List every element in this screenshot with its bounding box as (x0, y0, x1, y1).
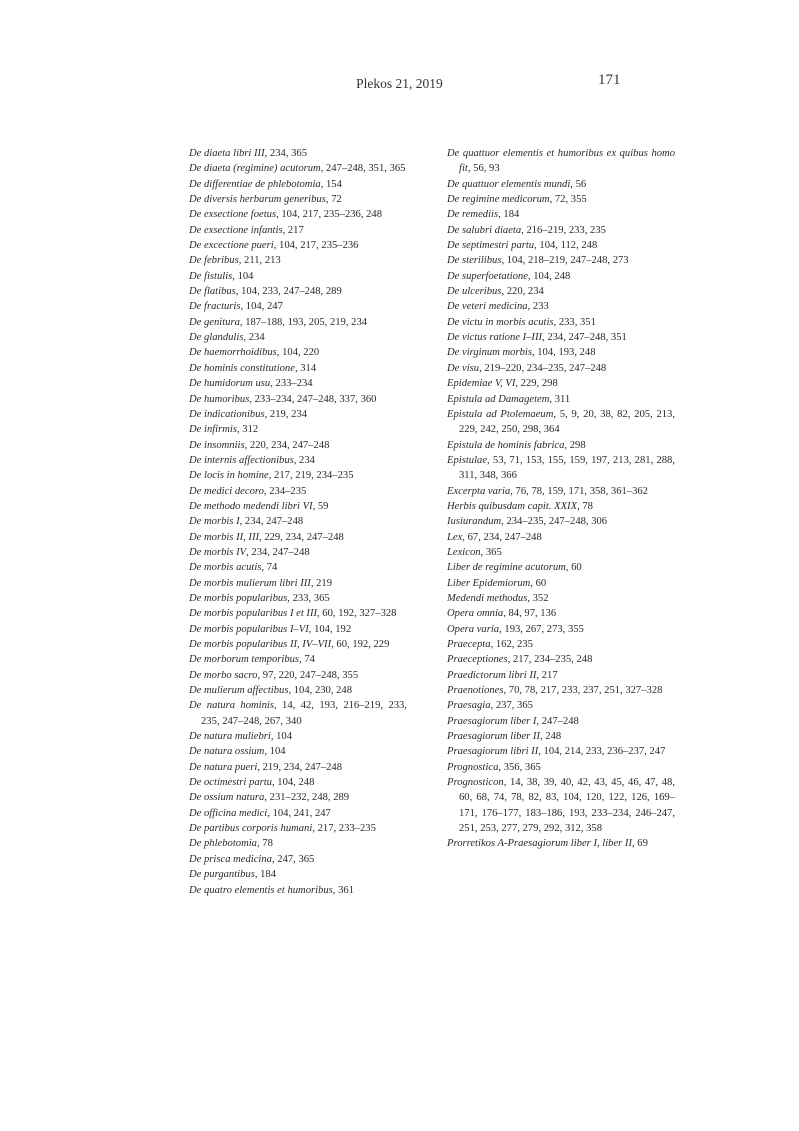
entry-title: Liber Epidemiorum (447, 577, 531, 589)
entry-pages: , 247, 365 (271, 853, 315, 865)
entry-title: Epidemiae V, VI (447, 378, 516, 390)
entry-pages: , 184 (498, 209, 520, 221)
entry-pages: , 104, 248 (271, 777, 315, 789)
entry-title: De natura pueri (189, 761, 258, 773)
index-entry (447, 361, 675, 376)
index-entry (189, 238, 407, 253)
index-entry (189, 284, 407, 299)
index-entry (447, 683, 675, 698)
entry-pages: , 104, 220 (276, 347, 320, 359)
index-entry (189, 560, 407, 575)
index-entry (447, 576, 675, 591)
entry-pages: , 361 (332, 884, 354, 896)
entry-pages: , 234, 247–248, 351 (542, 332, 627, 344)
entry-title: De superfoetatione (447, 270, 528, 282)
entry-pages: , 234 (293, 454, 315, 466)
entry-title: De haemorrhoidibus (189, 347, 277, 359)
entry-title: De humoribus (189, 393, 250, 405)
entry-pages: , 220, 234 (501, 286, 544, 298)
index-entry (189, 468, 407, 483)
entry-pages: , 220, 234, 247–248 (244, 439, 330, 451)
entry-pages: , 247–248, 351, 365 (320, 163, 406, 175)
entry-pages: , 104, 192 (308, 623, 352, 635)
entry-pages: , 74 (261, 562, 278, 574)
index-entry (189, 545, 407, 560)
entry-pages: , 104 (264, 746, 286, 758)
entry-title: De morbis popularibus I et III (189, 608, 317, 620)
entry-pages: , 217, 233–235 (312, 823, 376, 835)
entry-pages: , 70, 78, 217, 233, 237, 251, 327–328 (503, 685, 663, 697)
entry-pages: , 233–234 (270, 378, 313, 390)
entry-title: De humidorum usu (189, 378, 271, 390)
entry-title: Lex (447, 531, 463, 543)
entry-pages: , 237, 365 (490, 700, 533, 712)
entry-title: Prognosticon (447, 777, 504, 789)
entry-title: Liber de regimine acutorum (447, 562, 566, 574)
index-entry (447, 238, 675, 253)
entry-pages: , 233 (527, 301, 549, 313)
index-entry (189, 438, 407, 453)
index-entry (447, 330, 675, 345)
index-entry (447, 177, 675, 192)
entry-pages: , 219, 234, 247–248 (257, 761, 343, 773)
entry-pages: , 60 (565, 562, 582, 574)
running-head: Plekos 21, 2019 (356, 76, 443, 91)
entry-title: Prorretikos A-Praesagiorum liber I, liber II (447, 838, 632, 850)
index-entry (189, 376, 407, 391)
entry-pages: , 67, 234, 247–248 (462, 531, 542, 543)
entry-title: De morbis popularibus (189, 592, 288, 604)
entry-title: Praenotiones (447, 685, 504, 697)
entry-pages: , 217, 234–235, 248 (507, 654, 593, 666)
entry-title: De differentiae de phlebotomia (189, 178, 321, 190)
index-entry (447, 714, 675, 729)
entry-title: Excerpta varia (447, 485, 511, 497)
index-entry (447, 376, 675, 391)
index-left-column (189, 146, 407, 898)
entry-pages: , 104, 247 (240, 301, 283, 313)
entry-pages: , 60, 192, 327–328 (317, 608, 397, 620)
entry-title: De medici decoro (189, 485, 264, 497)
index-entry (189, 852, 407, 867)
entry-pages: , 104, 217, 235–236 (273, 240, 359, 252)
index-entry (189, 867, 407, 882)
entry-pages: , 234–235 (263, 485, 307, 497)
index-entry (189, 453, 407, 468)
entry-title: De ossium natura (189, 792, 265, 804)
entry-title: De hominis constitutione (189, 362, 295, 374)
index-entry (189, 514, 407, 529)
entry-pages: , 234–235, 247–248, 306 (501, 516, 608, 528)
index-entry (189, 591, 407, 606)
entry-pages: , 312 (236, 424, 259, 436)
index-entry (447, 622, 675, 637)
entry-title: De diaeta (regimine) acutorum (189, 163, 321, 175)
index-entry (189, 530, 407, 545)
entry-title: De partibus corporis humani (189, 823, 313, 835)
entry-title: Epistulae (447, 454, 488, 466)
entry-pages: , 59 (312, 500, 329, 512)
entry-pages: , 217 (536, 669, 558, 681)
entry-pages: , 97, 220, 247–248, 355 (257, 669, 359, 681)
index-entry (189, 422, 407, 437)
entry-title: De phlebotomia (189, 838, 257, 850)
index-entry (189, 345, 407, 360)
index-entry (189, 207, 407, 222)
index-entry (447, 223, 675, 238)
entry-pages: , 219 (310, 577, 333, 589)
index-entry (447, 484, 675, 499)
entry-pages: , 184 (254, 869, 277, 881)
index-entry (189, 330, 407, 345)
index-entry (447, 729, 675, 744)
entry-title: Opera varia (447, 623, 500, 635)
entry-title: De quattuor elementis mundi (447, 178, 571, 190)
index-entry (447, 591, 675, 606)
entry-pages: , 311 (549, 393, 571, 405)
index-entry (447, 192, 675, 207)
index-entry (189, 698, 407, 729)
page-number: 171 (598, 72, 621, 88)
entry-pages: , 78 (577, 500, 593, 512)
entry-title: De mulierum affectibus (189, 685, 289, 697)
entry-title: De morbis IV (189, 546, 247, 558)
index-entry (189, 315, 407, 330)
entry-title: De remediis (447, 209, 499, 221)
entry-pages: , 211, 213 (238, 255, 281, 267)
entry-pages: , 298 (564, 439, 586, 451)
entry-title: De genitura (189, 316, 240, 328)
entry-title: De internis affectionibus (189, 454, 294, 466)
index-entry (447, 453, 675, 484)
index-entry (189, 883, 407, 898)
entry-pages: , 104, 193, 248 (531, 347, 596, 359)
index-entry (189, 407, 407, 422)
index-entry (447, 744, 675, 759)
entry-title: De methodo medendi libri VI (189, 500, 313, 512)
entry-pages: , 219, 234 (264, 408, 307, 420)
index-entry (189, 299, 407, 314)
index-entry (189, 499, 407, 514)
entry-pages: , 352 (527, 592, 549, 604)
index-entry (447, 392, 675, 407)
entry-title: De locis in homine (189, 470, 269, 482)
entry-title: Medendi methodus (447, 592, 528, 604)
entry-pages: , 234, 365 (264, 148, 307, 159)
entry-pages: , 233, 351 (553, 316, 596, 328)
index-right-column (447, 146, 675, 852)
entry-title: De morbis popularibus II, IV–VII (189, 639, 332, 650)
index-entry (189, 361, 407, 376)
entry-title: De exsectione infantis (189, 224, 283, 236)
entry-title: De diversis herbarum generibus (189, 194, 326, 206)
entry-pages: , 104, 218–219, 247–248, 273 (501, 255, 629, 267)
entry-title: De flatibus (189, 286, 236, 298)
index-entry (447, 438, 675, 453)
entry-pages: , 231–232, 248, 289 (264, 792, 350, 804)
entry-pages: , 69 (631, 838, 648, 850)
entry-title: Praecepta (447, 639, 491, 650)
entry-title: De natura ossium (189, 746, 265, 758)
entry-title: De excectione pueri (189, 240, 274, 252)
entry-title: De fistulis (189, 270, 233, 282)
index-entry (447, 606, 675, 621)
index-entry (447, 668, 675, 683)
entry-pages: , 56, 93 (467, 163, 500, 175)
entry-pages: , 72 (325, 194, 342, 206)
index-entry (189, 192, 407, 207)
entry-title: Prognostica (447, 761, 499, 773)
index-entry (447, 514, 675, 529)
entry-pages: , 104, 233, 247–248, 289 (235, 286, 342, 298)
index-entry (189, 223, 407, 238)
index-entry (189, 668, 407, 683)
entry-title: De victus ratione I–III (447, 332, 543, 344)
entry-title: Opera omnia (447, 608, 504, 620)
index-entry (447, 760, 675, 775)
entry-title: De morbo sacro (189, 669, 258, 681)
entry-pages: , 314 (294, 362, 317, 374)
entry-title: Lexicon (447, 546, 481, 558)
entry-title: De fracturis (189, 301, 241, 313)
entry-pages: , 104, 217, 235–236, 248 (276, 209, 383, 221)
entry-title: De virginum morbis (447, 347, 532, 359)
index-entry (189, 622, 407, 637)
index-entry (447, 499, 675, 514)
entry-title: Praesagiorum liber II (447, 731, 540, 743)
entry-pages: , 356, 365 (498, 761, 541, 773)
entry-pages: , 365 (480, 546, 502, 558)
index-entry (189, 744, 407, 759)
entry-title: Epistula ad Damagetem (447, 393, 550, 405)
entry-pages: , 233–234, 247–248, 337, 360 (249, 393, 377, 405)
entry-title: De morbis I (189, 516, 240, 528)
index-entry (189, 177, 407, 192)
entry-title: De indicationibus (189, 408, 265, 420)
entry-title: De prisca medicina (189, 853, 272, 865)
entry-pages: , 219–220, 234–235, 247–248 (479, 362, 607, 374)
index-entry (447, 775, 675, 836)
entry-title: Epistula de hominis fabrica (447, 439, 565, 451)
index-entry (447, 315, 675, 330)
entry-title: De octimestri partu (189, 777, 272, 789)
index-entry (189, 484, 407, 499)
index-entry (189, 652, 407, 667)
entry-title: De purgantibus (189, 869, 255, 881)
index-entry (189, 161, 407, 176)
entry-title: Herbis quibusdam capit. XXIX (447, 500, 578, 512)
index-entry (189, 729, 407, 744)
index-entry (189, 790, 407, 805)
entry-title: Epistula ad Ptolemaeum (447, 408, 554, 420)
entry-title: De insomniis (189, 439, 245, 451)
index-entry (447, 698, 675, 713)
index-entry (189, 637, 407, 652)
entry-title: De morborum temporibus (189, 654, 300, 666)
index-entry (447, 836, 675, 851)
index-entry (447, 146, 675, 177)
entry-title: De regimine medicorum (447, 194, 550, 206)
entry-pages: , 104 (270, 731, 292, 743)
entry-pages: , 216–219, 233, 235 (521, 224, 606, 236)
index-entry (447, 345, 675, 360)
entry-title: Praeceptiones (447, 654, 508, 666)
entry-pages: , 60, 192, 229 (331, 639, 390, 650)
entry-pages: , 5, 9, 20, 38, 82, 205, 213, 229, 242, 250, 298, 364 (459, 408, 675, 436)
entry-pages: , 78 (256, 838, 273, 850)
entry-pages: , 74 (299, 654, 315, 666)
index-entry (189, 836, 407, 851)
entry-pages: , 14, 42, 193, 216–219, 233, 235, 247–248, 267, 340 (201, 700, 407, 727)
entry-pages: , 104, 112, 248 (534, 240, 598, 252)
entry-title: Praesagiorum liber I (447, 715, 537, 727)
entry-title: De infirmis (189, 424, 237, 436)
entry-pages: , 14, 38, 39, 40, 42, 43, 45, 46, 47, 48, 60, 68, 74, 78, 82, 83, 104, 120, 122, 126, 169–171, 176–177, 183–186, 193, 233–234, 246–247, 251, 253, 277, 279, 292, 312, 358 (459, 777, 675, 835)
entry-title: De morbis popularibus I–VI (189, 623, 309, 635)
entry-pages: , 104 (232, 270, 254, 282)
index-entry (447, 284, 675, 299)
entry-title: Praesagia (447, 700, 491, 712)
index-entry (447, 560, 675, 575)
entry-title: Praesagiorum libri II (447, 746, 539, 758)
entry-title: De exsectione foetus (189, 209, 277, 221)
entry-pages: , 248 (539, 731, 562, 743)
entry-pages: , 247–248 (536, 715, 579, 727)
index-entry (447, 545, 675, 560)
index-entry (447, 299, 675, 314)
entry-pages: , 104, 230, 248 (288, 685, 353, 697)
entry-title: De ulceribus (447, 286, 502, 298)
entry-pages: , 104, 214, 233, 236–237, 247 (538, 746, 666, 758)
entry-title: De glandulis (189, 332, 244, 344)
index-entry (189, 576, 407, 591)
entry-title: De quattuor elementis et humoribus ex quibus homo fit (447, 148, 675, 175)
entry-title: De septimestri partu (447, 240, 535, 252)
index-entry (189, 392, 407, 407)
index-entry (189, 606, 407, 621)
entry-title: De febribus (189, 255, 239, 267)
entry-pages: , 217, 219, 234–235 (268, 470, 354, 482)
entry-pages: , 229, 234, 247–248 (259, 531, 344, 543)
entry-title: De morbis II, III (189, 531, 260, 543)
index-entry (189, 146, 407, 161)
entry-title: De visu (447, 362, 480, 374)
entry-pages: , 154 (320, 178, 342, 190)
index-entry (189, 253, 407, 268)
entry-pages: , 187–188, 193, 205, 219, 234 (239, 316, 368, 328)
index-entry (447, 207, 675, 222)
entry-pages: , 76, 78, 159, 171, 358, 361–362 (510, 485, 648, 497)
entry-pages: , 104, 248 (527, 270, 571, 282)
entry-title: De morbis mulierum libri III (189, 577, 311, 589)
entry-title: De quatro elementis et humoribus (189, 884, 333, 896)
entry-title: De morbis acutis (189, 562, 262, 574)
index-entry (447, 269, 675, 284)
entry-title: De natura hominis (189, 700, 274, 712)
entry-pages: , 234 (243, 332, 265, 344)
entry-pages: , 193, 267, 273, 355 (499, 623, 584, 635)
index-entry (447, 407, 675, 438)
entry-pages: , 234, 247–248 (246, 546, 310, 558)
index-entry (447, 253, 675, 268)
entry-title: De sterilibus (447, 255, 502, 267)
entry-pages: , 217 (282, 224, 304, 236)
index-entry (189, 269, 407, 284)
entry-pages: , 84, 97, 136 (503, 608, 557, 620)
entry-title: Iusiurandum (447, 516, 502, 528)
entry-title: De natura muliebri (189, 731, 271, 743)
index-entry (189, 821, 407, 836)
entry-title: De salubri diaeta (447, 224, 522, 236)
entry-title: De veteri medicina (447, 301, 528, 313)
entry-title: De diaeta libri III (189, 148, 265, 159)
index-entry (447, 652, 675, 667)
entry-pages: , 60 (530, 577, 547, 589)
entry-pages: , 233, 365 (287, 592, 330, 604)
index-entry (447, 530, 675, 545)
entry-pages: , 162, 235 (490, 639, 533, 650)
index-entry (189, 806, 407, 821)
entry-pages: , 229, 298 (515, 378, 558, 390)
entry-pages: , 53, 71, 153, 155, 159, 197, 213, 281, 288, 311, 348, 366 (459, 454, 675, 482)
index-entry (189, 775, 407, 790)
index-entry (189, 760, 407, 775)
index-entry (447, 637, 675, 652)
entry-pages: , 104, 241, 247 (267, 807, 331, 819)
entry-title: Praedictorum libri II (447, 669, 537, 681)
entry-pages: , 234, 247–248 (239, 516, 304, 528)
entry-pages: , 56 (570, 178, 587, 190)
entry-pages: , 72, 355 (549, 194, 587, 206)
entry-title: De victu in morbis acutis (447, 316, 554, 328)
index-entry (189, 683, 407, 698)
entry-title: De officina medici (189, 807, 268, 819)
